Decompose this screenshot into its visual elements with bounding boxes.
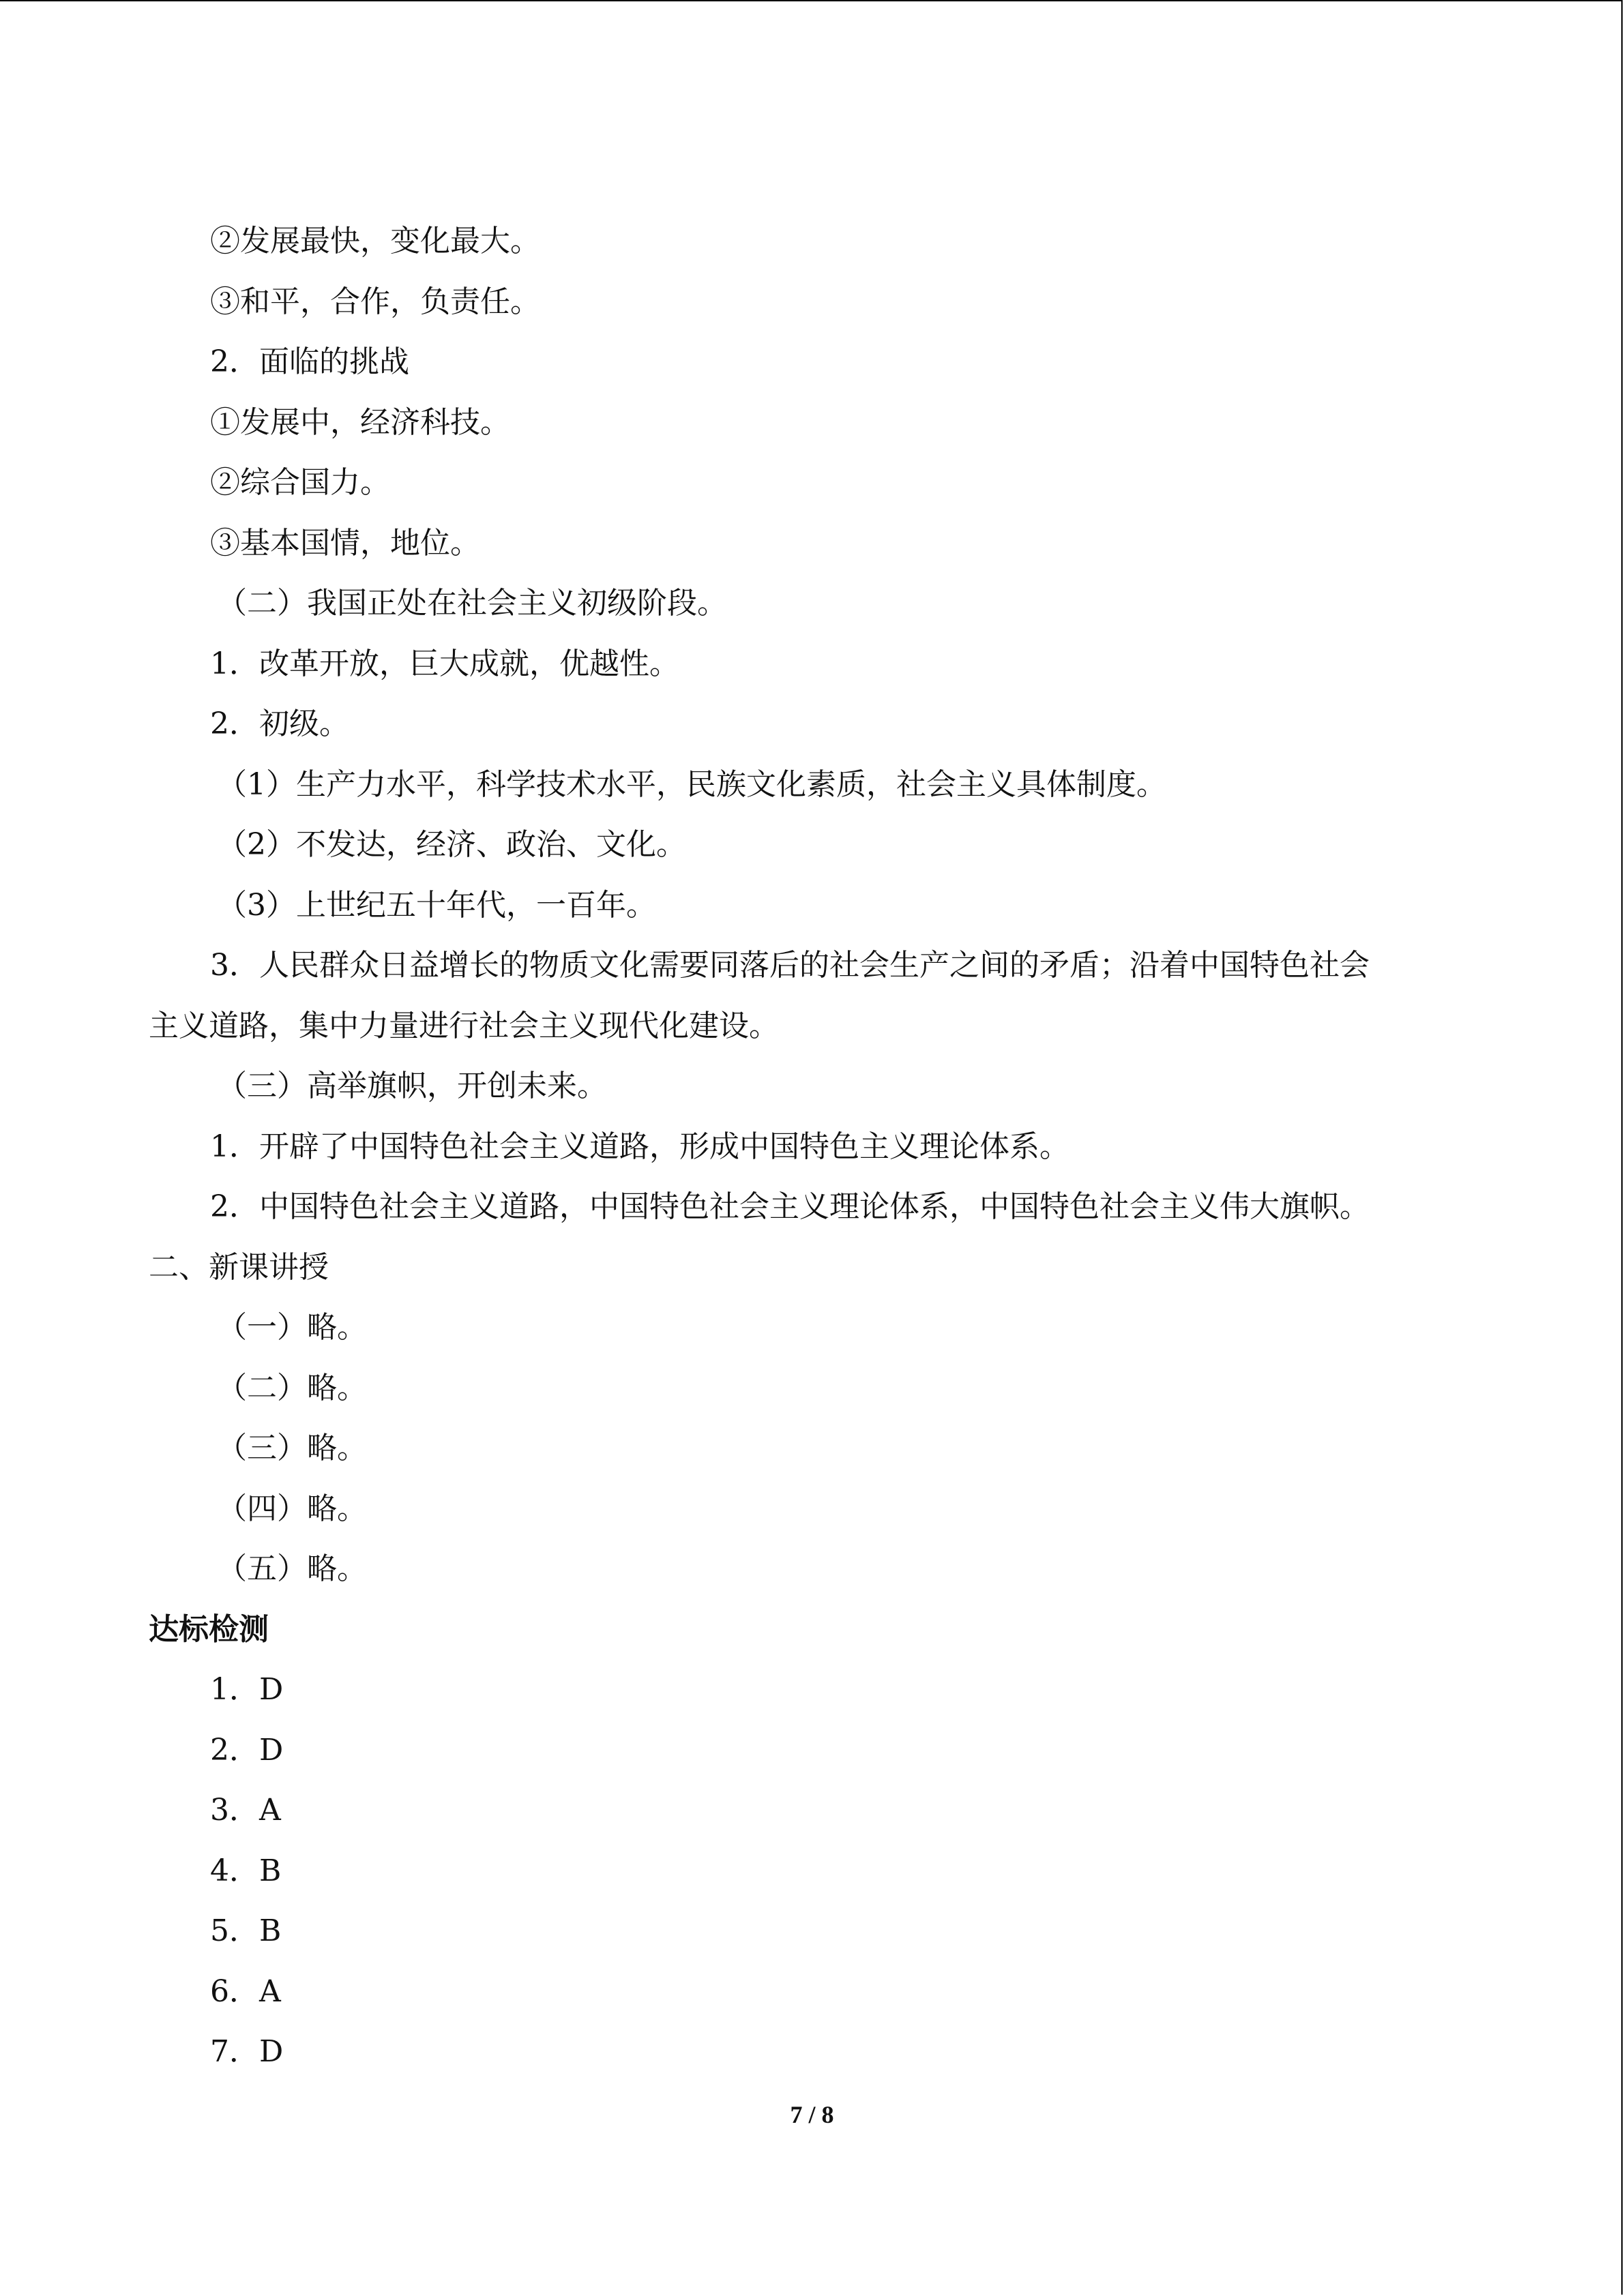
- text-line: ②发展最快，变化最大。: [210, 224, 540, 258]
- text-line: ②综合国力。: [210, 465, 390, 500]
- text-line: （一）略。: [217, 1310, 367, 1345]
- text-line: （三）略。: [217, 1431, 367, 1465]
- assessment-heading: 达标检测: [149, 1611, 269, 1647]
- text-line: 1．改革开放，巨大成就，优越性。: [210, 646, 679, 681]
- answer-item: 6．A: [210, 1973, 281, 2009]
- text-line: 1．开辟了中国特色社会主义道路，形成中国特色主义理论体系。: [210, 1129, 1069, 1164]
- answer-item: 2．D: [210, 1732, 284, 1768]
- text-line: 2．中国特色社会主义道路，中国特色社会主义理论体系，中国特色社会主义伟大旗帜。: [210, 1189, 1370, 1224]
- text-line: 2．面临的挑战: [210, 344, 409, 379]
- document-body: [149, 211, 1479, 2083]
- section-heading: （二）我国正处在社会主义初级阶段。: [217, 586, 727, 621]
- text-line: ③基本国情，地位。: [210, 525, 480, 561]
- text-line: （二）略。: [217, 1370, 367, 1405]
- answer-item: 3．A: [210, 1793, 281, 1828]
- answer-item: 7．D: [210, 2034, 284, 2069]
- text-line: ①发展中，经济科技。: [210, 404, 510, 440]
- part-heading: 二、新课讲授: [149, 1249, 329, 1285]
- text-line: 2．初级。: [210, 706, 349, 741]
- text-line: ③和平，合作，负责任。: [210, 284, 540, 319]
- section-heading: （三）高举旗帜，开创未来。: [217, 1069, 607, 1103]
- answer-item: 4．B: [210, 1853, 282, 1888]
- text-line: （1）生产力水平，科学技术水平，民族文化素质，社会主义具体制度。: [217, 766, 1166, 802]
- answer-item: 5．B: [210, 1913, 282, 1948]
- text-line: 3．人民群众日益增长的物质文化需要同落后的社会生产之间的矛盾；沿着中国特色社会: [210, 948, 1370, 983]
- text-line: （五）略。: [217, 1551, 367, 1586]
- page-number: 7 / 8: [790, 2101, 834, 2128]
- text-line: （2）不发达，经济、政治、文化。: [217, 827, 686, 862]
- answer-item: 1．D: [210, 1672, 284, 1707]
- text-line-continuation: 主义道路，集中力量进行社会主义现代化建设。: [149, 1008, 779, 1043]
- text-line: （3）上世纪五十年代，一百年。: [217, 887, 656, 923]
- text-line: （四）略。: [217, 1491, 367, 1526]
